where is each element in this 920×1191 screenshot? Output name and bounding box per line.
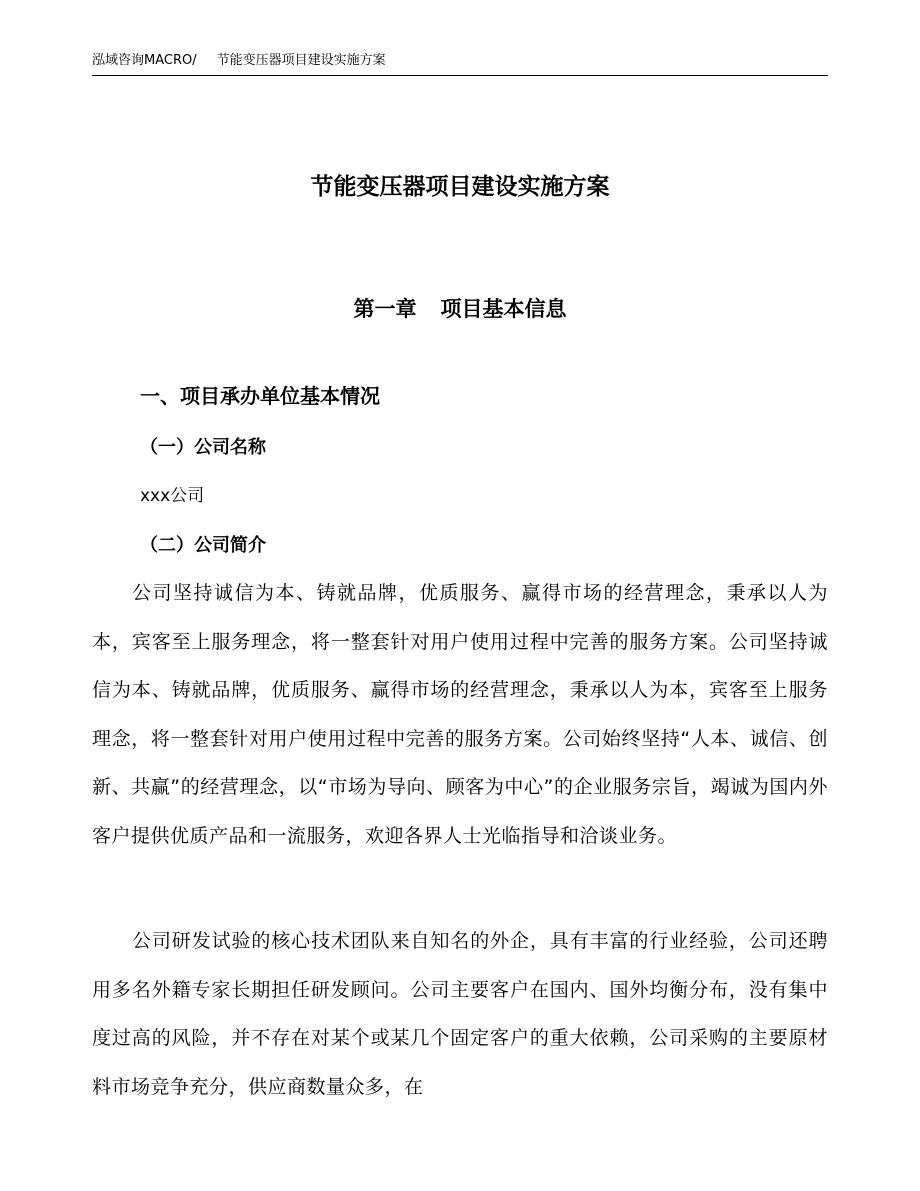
company-profile-paragraph-1: 公司坚持诚信为本、铸就品牌，优质服务、赢得市场的经营理念，秉承以人为本，宾客至上服务理念，将一整套针对用户使用过程中完善的服务方案。公司坚持诚信为本、铸就品牌，优质服务、赢得市场的经营理念，秉承以人为本，宾客至上服务理念，将一整套针对用户使用过程中完善的服务方案。公司始终坚持“人本、诚信、创新、共赢”的经营理念，以“市场为导向、顾客为中心”的企业服务宗旨，竭诚为国内外客户提供优质产品和一流服务，欢迎各界人士光临指导和洽谈业务。 xyxy=(92,582,828,847)
chapter-number: 第一章 xyxy=(353,297,417,321)
company-name-text: xxx公司 xyxy=(140,486,205,506)
section-heading: 一、项目承办单位基本情况 xyxy=(140,384,380,408)
chapter-heading xyxy=(0,293,920,325)
subsection-heading-company-profile: （二）公司简介 xyxy=(140,535,266,556)
header-company: 泓域咨询MACRO/ xyxy=(92,53,197,68)
subsection-heading-company-name: （一）公司名称 xyxy=(140,437,266,458)
page-header xyxy=(92,52,386,70)
header-doc-name: 节能变压器项目建设实施方案 xyxy=(216,53,386,68)
chapter-name: 项目基本信息 xyxy=(440,297,567,321)
header-divider xyxy=(92,75,828,76)
company-profile-paragraph-2: 公司研发试验的核心技术团队来自知名的外企，具有丰富的行业经验，公司还聘用多名外籍专家长期担任研发顾问。公司主要客户在国内、国外均衡分布，没有集中度过高的风险，并不存在对某个或某几个固定客户的重大依赖，公司采购的主要原材料市场竞争充分，供应商数量众多，在 xyxy=(92,930,828,1098)
document-title: 节能变压器项目建设实施方案 xyxy=(310,174,610,200)
